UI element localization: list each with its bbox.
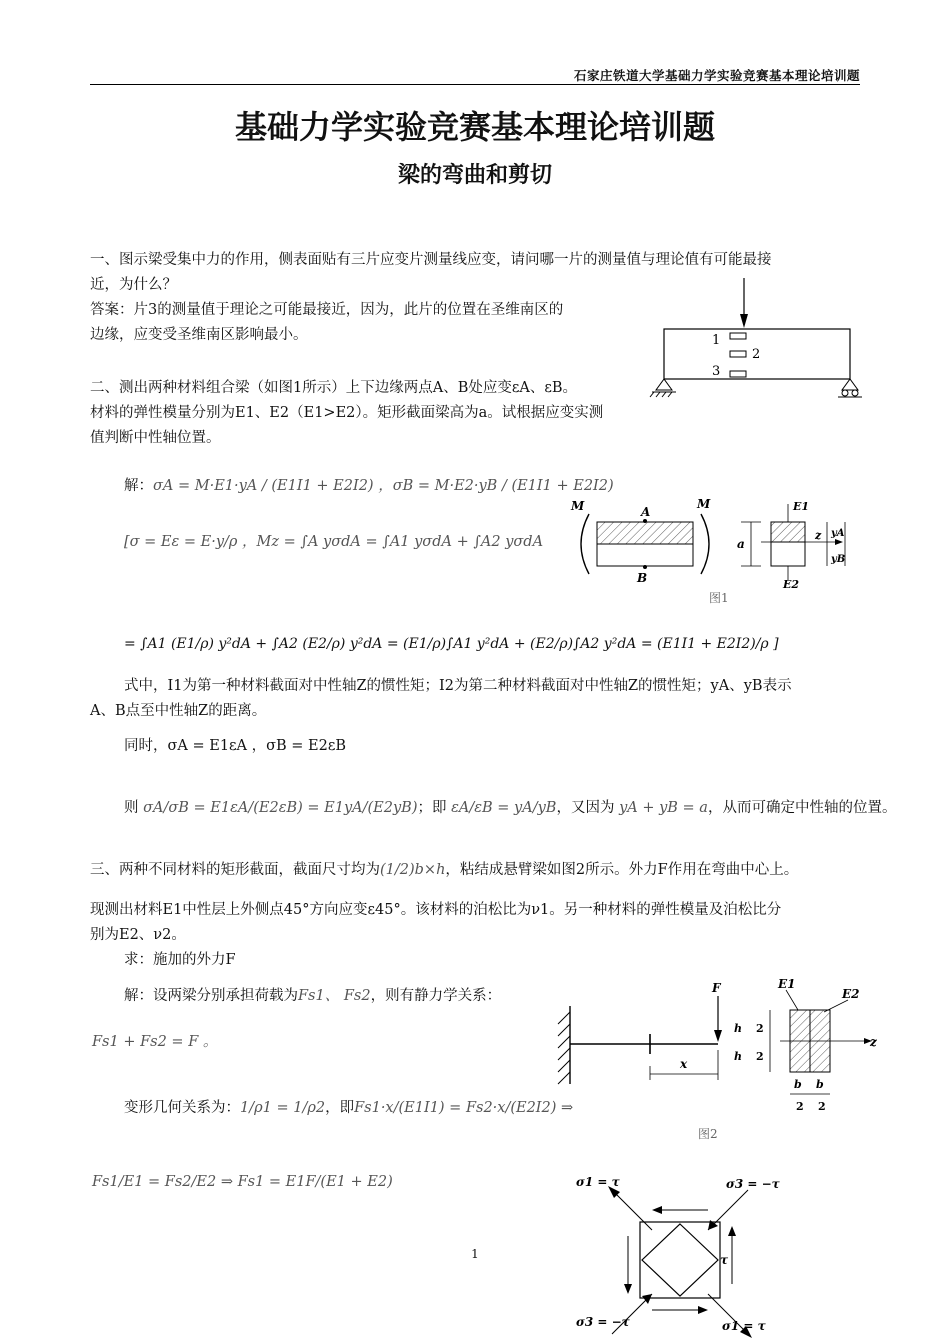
stress-s1-bottom: σ1 = τ <box>722 1319 766 1333</box>
q2-ratio-eq: σA/σB = E1εA/(E2εB) = E1yA/(E2yB) <box>143 800 418 816</box>
q1-beam-figure <box>648 276 878 408</box>
q3-geom-eq2: Fs1·x/(E1I1) = Fs2·x/(E2I2) ⇒ <box>354 1100 574 1116</box>
q2-line3: 值判断中性轴位置。 <box>90 430 221 446</box>
fig1-yb: yB <box>831 554 846 565</box>
q2-line1: 二、测出两种材料组合梁（如图1所示）上下边缘两点A、B处应变εA、εB。 <box>90 380 578 396</box>
fig1-e1: E1 <box>793 500 810 513</box>
q2-solution-label: 解： <box>124 478 153 494</box>
stress-tau: τ <box>720 1253 729 1267</box>
q3-static-eq: Fs1 + Fs2 = F 。 <box>92 1034 218 1050</box>
q3-geometry <box>124 1096 573 1121</box>
q2-because: ，又因为 <box>556 800 615 816</box>
stress-s3-bottom: σ3 = −τ <box>576 1315 630 1329</box>
q2-ratio-eq2: εA/εB = yA/yB <box>451 800 557 816</box>
q1-answer-line1: 答案：片3的测量值于理论之可能最接近，因为，此片的位置在圣维南区的 <box>90 302 564 318</box>
q2-ji-label: ；即 <box>417 800 447 816</box>
q1-question-line2: 近，为什么？ <box>90 277 177 293</box>
q3-line1-b: ，粘结成悬臂梁如图2所示。外力F作用在弯曲中心上。 <box>445 862 799 878</box>
fig2-h-top-den: 2 <box>756 1022 764 1035</box>
fig2-h-top: h <box>734 1022 742 1035</box>
fig1-point-b: B <box>637 571 648 585</box>
q3-line2: 现测出材料E1中性层上外侧点45°方向应变ε45°。该材料的泊松比为ν1。另一种材料的弹性模量及泊松比分 <box>90 902 782 918</box>
running-header: 石家庄铁道大学基础力学实验竞赛基本理论培训题 <box>573 68 860 83</box>
q2-line2: 材料的弹性模量分别为E1、E2（E1>E2）。矩形截面梁高为a。试根据应变实测 <box>90 405 604 421</box>
fig2-b-right-den: 2 <box>818 1100 826 1113</box>
q1-answer <box>90 298 650 348</box>
q2-long-formula: = ∫A1 (E1/ρ) y²dA + ∫A2 (E2/ρ) y²dA = (E1/ρ)∫A1 y²dA + (E2/ρ)∫A2 y²dA = (E1I1 + E2I2)/ρ ] <box>124 636 779 652</box>
q2-explain-line1: 式中，I1为第一种材料截面对中性轴Z的惯性矩；I2为第二种材料截面对中性轴Z的惯性矩；yA、yB表示 <box>124 678 792 694</box>
q2-bracket-formula: [σ = Eε = E·y/ρ ，Mz = ∫A yσdA = ∫A1 yσdA + ∫A2 yσdA <box>124 534 544 550</box>
q3-final-eq: Fs1/E1 = Fs2/E2 ⇒ Fs1 = E1F/(E1 + E2) <box>92 1174 393 1190</box>
q1-answer-line2: 边缘，应变受圣维南区影响最小。 <box>90 327 308 343</box>
fig2-b-left-den: 2 <box>796 1100 804 1113</box>
fig1-axis-z: z <box>815 529 822 542</box>
fig1-ya: yA <box>831 528 845 539</box>
stress-s3-top: σ3 = −τ <box>726 1177 780 1191</box>
q2-then-label: 则 <box>124 800 139 816</box>
page-number: 1 <box>471 1247 479 1261</box>
fig2-axis-z: z <box>870 1035 877 1049</box>
header-rule <box>90 84 860 85</box>
fig1 <box>565 494 865 610</box>
q3-sol-loads: Fs1、 Fs2 <box>298 988 371 1004</box>
fig1-height-a: a <box>737 537 745 551</box>
page-title: 基础力学实验竞赛基本理论培训题 <box>234 108 715 146</box>
q2-conclusion: ，从而可确定中性轴的位置。 <box>707 800 897 816</box>
page-subtitle: 梁的弯曲和剪切 <box>397 162 552 188</box>
fig2-h-bot-den: 2 <box>756 1050 764 1063</box>
q1-question-line1: 一、图示梁受集中力的作用，侧表面贴有三片应变片测量线应变，请问哪一片的测量值与理论值有可能最接 <box>90 252 772 268</box>
fig1-moment-left: M <box>571 499 585 513</box>
q2-sigma-formula: σA = M·E1·yA / (E1I1 + E2I2) ，σB = M·E2·yB / (E1I1 + E2I2) <box>153 478 614 494</box>
q2-sum-eq: yA + yB = a <box>619 800 708 816</box>
q2-same-time: 同时，σA = E1εA ，σB = E2εB <box>124 738 347 754</box>
q3-dims: (1/2)b×h <box>380 862 446 878</box>
fig1-e2: E2 <box>783 578 800 591</box>
q2-ratio-line <box>124 796 896 821</box>
fig2 <box>552 976 882 1146</box>
q3-line1 <box>90 858 880 883</box>
q3-solution <box>124 984 501 1009</box>
q2-explanation <box>90 674 870 724</box>
fig2-b-right: b <box>816 1078 824 1091</box>
fig1-moment-right: M <box>697 497 711 511</box>
q3-sol-b: ，则有静力学关系： <box>370 988 502 1004</box>
q3-geom-label: 变形几何关系为： <box>124 1100 240 1116</box>
fig2-distance-x: x <box>680 1057 688 1071</box>
q3-body <box>90 898 880 973</box>
fig2-e1: E1 <box>778 977 796 991</box>
q2-question <box>90 376 650 451</box>
q3-geom-eq: 1/ρ1 = 1/ρ2 <box>240 1100 326 1116</box>
q3-geom-ji: ，即 <box>325 1100 355 1116</box>
fig1-point-a: A <box>641 505 651 519</box>
gauge-label-1: 1 <box>712 333 721 348</box>
fig1-caption: 图1 <box>709 591 729 605</box>
fig2-caption: 图2 <box>698 1127 718 1141</box>
q3-line3: 别为E2、ν2。 <box>90 927 186 943</box>
q2-explain-line2: A、B点至中性轴Z的距离。 <box>90 703 267 719</box>
stress-s1-top: σ1 = τ <box>576 1175 620 1189</box>
q3-line1-a: 三、两种不同材料的矩形截面，截面尺寸均为 <box>90 862 380 878</box>
fig2-h-bot: h <box>734 1050 742 1063</box>
fig2-e2: E2 <box>842 987 860 1001</box>
q3-sol-a: 解：设两梁分别承担荷载为 <box>124 988 298 1004</box>
q3-ask: 求：施加的外力F <box>124 952 236 968</box>
fig2-force-f: F <box>712 981 721 995</box>
fig2-b-left: b <box>794 1078 802 1091</box>
q2-solution-eq <box>124 474 614 499</box>
gauge-label-2: 2 <box>752 347 761 362</box>
gauge-label-3: 3 <box>712 364 721 379</box>
